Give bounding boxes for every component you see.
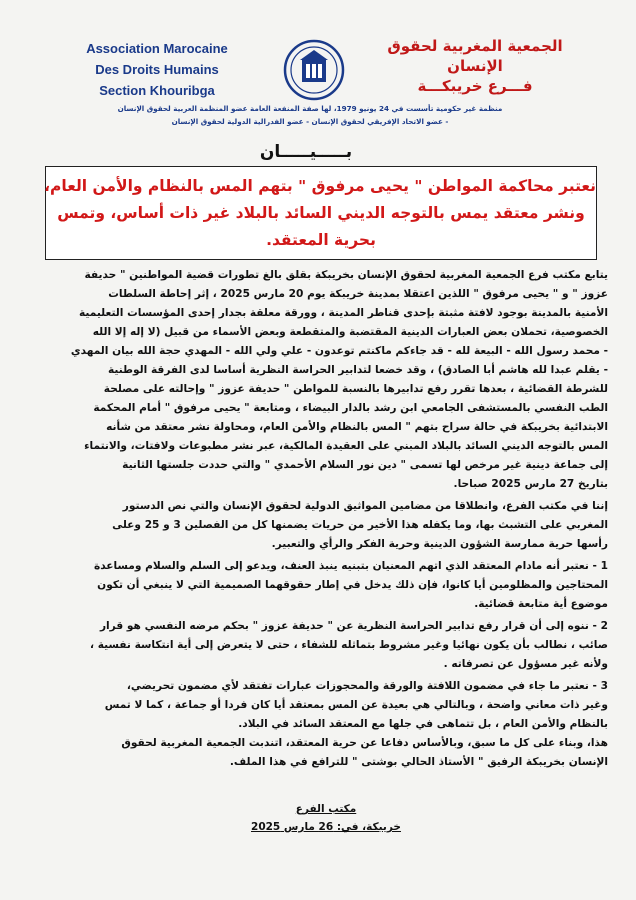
org-fr-line: Section Khouribga xyxy=(99,83,215,98)
body-line: - محمد رسول الله - البيعة لله - قد جاءكم ماكنتم توعدون - علي ولي الله - المهدي حجة الله بيان المهدي xyxy=(70,345,608,357)
org-ar-line: الجمعية المغربية لحقوق xyxy=(387,37,563,55)
headline-line: نعتبر محاكمة المواطن " يحيى مرفوق " بتهم المس بالنظام والأمن العام، xyxy=(44,177,596,195)
body-line: بالنظام والأمن العام ، بل تتماهى في جلها مع المعتقد السائد في البلاد. xyxy=(238,718,608,730)
org-ar-line: الإنسان xyxy=(447,57,503,75)
org-fr-line: Association Marocaine xyxy=(86,41,228,56)
body-line: الخصوصية، تحملان بعض العبارات الدينية المقتضبة والمتقطعة وبعض الأسماء من قبيل (لا إله إلا الله xyxy=(92,326,608,338)
body-line: 1 - نعتبر أنه مادام المعتقد الذي اتهم المعنيان بتبنيه ينبذ العنف، ويدعو إلى السلم والسلام ومساعدة xyxy=(93,560,608,572)
headline-line: ونشر معتقد يمس بالتوجه الديني السائد بالبلاد غير ذات أساس، وتمس xyxy=(57,204,585,222)
body-line: المغربي على التشبث بها، وما يكفله هذا الأخير من حريات يضمنها كل من الفصلين 3 و 25 وعلى xyxy=(112,519,608,531)
signature-place-date: خريبكة، في: 26 مارس 2025 xyxy=(251,821,401,833)
header-org-french xyxy=(62,38,252,101)
headline-line: بحرية المعتقد. xyxy=(266,231,376,249)
amdh-logo-icon xyxy=(283,36,345,104)
body-line: إننا في مكتب الفرع، وانطلاقا من مضامين المواثيق الدولية لحقوق الإنسان والتي نص الدستور xyxy=(122,500,608,512)
body-line: المحتاجين والمظلومين أيا كانوا، فإن ذلك يدخل في إطار حقوقهما الصميمية التي لا ينبغي أن تكون xyxy=(97,579,608,591)
body-line: الأمنية بالمدينة بوجود لافتة مثبتة بإحدى قناطر المدينة ، وورقة معلقة بجدار إحدى المؤسسات التعليمية xyxy=(78,307,608,319)
body-line: بتاريخ 27 مارس 2025 صباحا. xyxy=(453,478,608,490)
headline-box xyxy=(45,166,597,260)
org-fr-line: Des Droits Humains xyxy=(95,62,219,77)
body-line: وغير ذات معاني واضحة ، وبالتالي هي بعيدة عن المس بمعتقد أيا كان فردا أو جماعة ، كما لا تمس xyxy=(104,699,608,711)
body-line: - يقلم عبدا لله هاشم أبا الصادق) ، وقد خضعا لتدابير الحراسة النظرية أساسا لدى الفرقة الوطنية xyxy=(107,364,608,376)
body-line: هذا، وبناء على كل ما سبق، وبالأساس دفاعا عن حرية المعتقد، اتندبت الجمعية المغربية لحقوق xyxy=(121,737,608,749)
body-line: صائب ، نطالب بأن يكون نهائيا وغير مشروط بتماثله للشفاء ، حتى لا يتعرض إلى أية انتكاسة نفسية ، xyxy=(90,639,608,651)
body-line: عزوز " و " يحيى مرفوق " اللذين اعتقلا بمدينة خريبكة يوم 20 مارس 2025 ، إثر إحاطة السلطات xyxy=(108,288,608,300)
body-line: رأسها حرية ممارسة الشؤون الدينية وحرية الفكر والرأي والتعبير. xyxy=(271,538,608,550)
body-line: الطب النفسي بالمستشفى الجامعي ابن رشد بالدار البيضاء ، ومتابعة " يحيى مرفوق " أمام المحكمة xyxy=(93,402,608,414)
body-line: يتابع مكتب فرع الجمعية المغربية لحقوق الإنسان بخريبكة بقلق بالغ تطورات قضية المواطنين " حديفة xyxy=(84,269,608,281)
body-line: ولأنه غير مسؤول عن تصرفاته . xyxy=(443,658,608,670)
body-line: إلى جماعة دينية غير مرخص لها تسمى " دين نور السلام الأحمدي " والتي حددت جلستها الثانية xyxy=(122,459,608,471)
org-meta-line: - عضو الاتحاد الإفريقي لحقوق الإنسان - عضو الفدرالية الدولية لحقوق الإنسان xyxy=(171,117,449,126)
body-line: موضوع أية متابعة قضائية. xyxy=(474,598,608,610)
org-ar-line: فـــرع خريبكـــة xyxy=(417,77,533,95)
signature-office: مكتب الفرع xyxy=(295,803,357,815)
body-line: للشرطة القضائية ، بعدها تقرر رفع تدابيرها بالنسبة للمواطن " حديفة عزوز " وإحالته على مصلحة xyxy=(103,383,608,395)
body-line: الإنسان بخريبكة الرفيق " الأستاذ الحالي بوشتى " للترافع في هذا الملف. xyxy=(229,756,608,768)
body-line: 3 - نعتبر ما جاء في مضمون اللافتة والورقة والمحجوزات عبارات تفتقد لأي مضمون تحريضي، xyxy=(126,680,608,692)
body-line: 2 - ننوه إلى أن قرار رفع تدابير الحراسة النظرية عن " حديفة عزوز " بحكم مرضه النفسي هو قرار xyxy=(99,620,608,632)
body-line: المس بالتوجه الديني السائد بالبلاد المبني على العقيدة المالكية، عبر نشر مطبوعات ولافتات، والانتماء xyxy=(84,440,608,452)
org-meta-line: منظمة غير حكومية تأسست في 24 يونيو 1979، لها صفة المنفعة العامة عضو المنظمة العربية لحقوق الإنسان xyxy=(117,104,503,113)
statement-body xyxy=(30,266,608,772)
body-line: الابتدائية بخريبكة في حالة سراح بتهم " المس بالنظام والأمن العام، ومحاولة نشر معتقد من شأنه xyxy=(106,421,608,433)
header-org-arabic xyxy=(370,36,580,96)
page-title: بـــــيـــــان xyxy=(259,142,353,162)
